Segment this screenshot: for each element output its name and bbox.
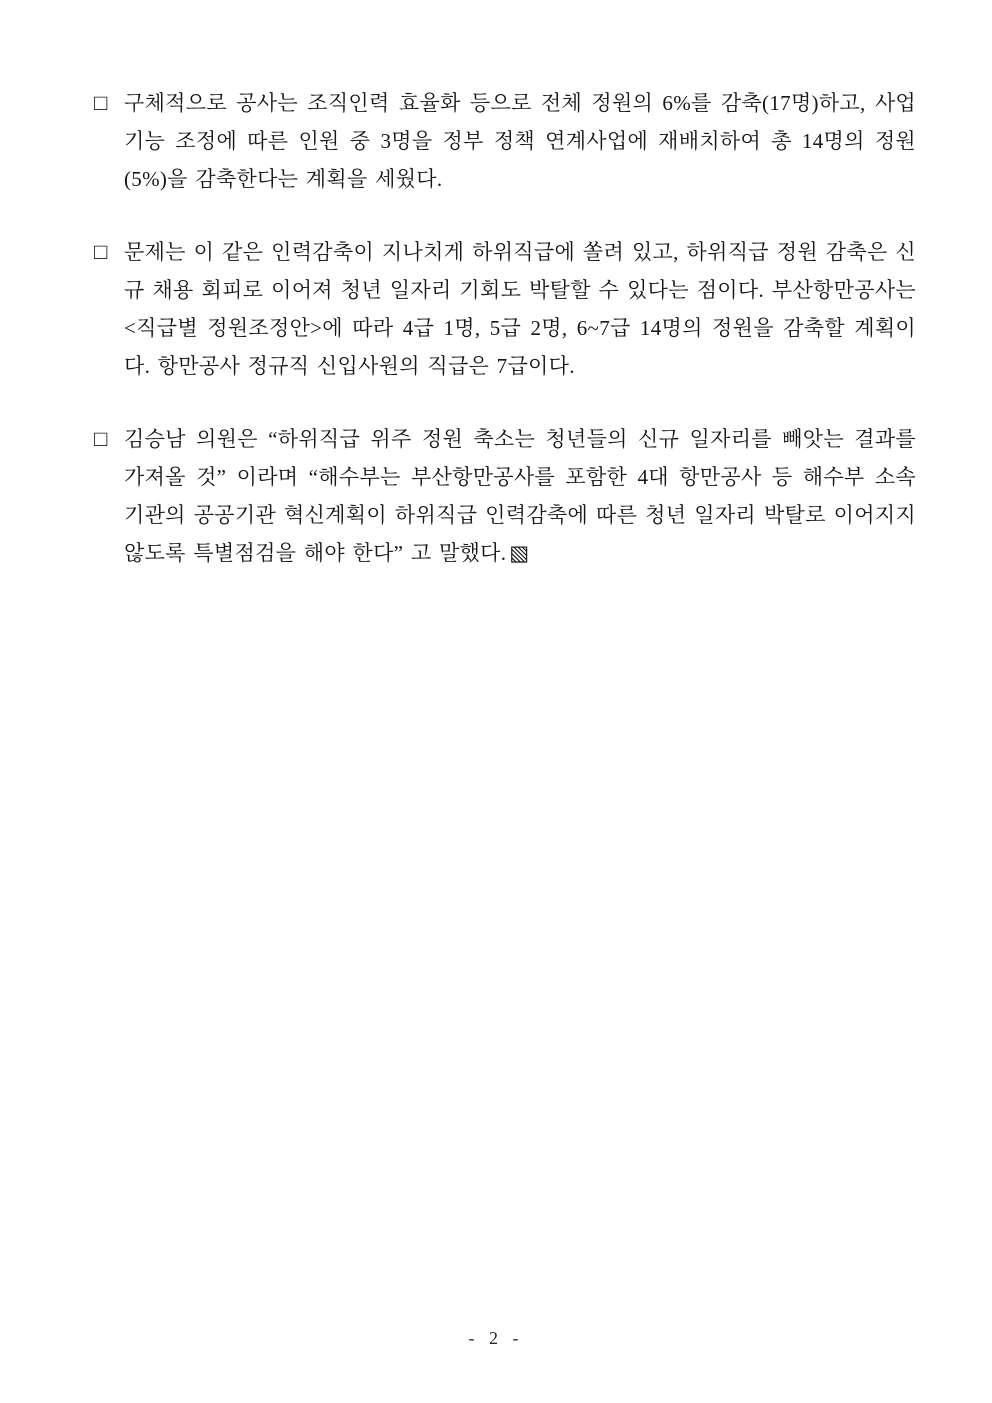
page-footer [0,1328,992,1349]
page-number: - 2 - [468,1328,524,1348]
document-end-mark-icon: ▧ [509,541,530,565]
paragraph-1 [94,84,916,198]
paragraph-2-text: 문제는 이 같은 인력감축이 지나치게 하위직급에 쏠려 있고, 하위직급 정원 감축은 신규 채용 회피로 이어져 청년 일자리 기회도 박탈할 수 있다는 점이다. 부산항만공사는 <직급별 정원조정안>에 따라 4급 1명, 5급 2명, 6~7급 14명의 정원을 감축할 계획이다. 항만공사 정규직 신입사원의 직급은 7급이다. [124,240,916,378]
paragraph-1-text: 구체적으로 공사는 조직인력 효율화 등으로 전체 정원의 6%를 감축(17명)하고, 사업기능 조정에 따른 인원 중 3명을 정부 정책 연계사업에 재배치하여 총 14명의 정원(5%)을 감축한다는 계획을 세웠다. [124,91,916,191]
square-bullet-icon: □ [94,239,108,264]
paragraph-3 [94,420,916,572]
paragraph-3-text: 김승남 의원은 “하위직급 위주 정원 축소는 청년들의 신규 일자리를 빼앗는 결과를 가져올 것” 이라며 “해수부는 부산항만공사를 포함한 4대 항만공사 등 해수부 소속 기관의 공공기관 혁신계획이 하위직급 인력감축에 따른 청년 일자리 박탈로 이어지지 않도록 특별점검을 해야 한다” 고 말했다. [124,427,916,565]
paragraph-2 [94,233,916,385]
square-bullet-icon: □ [94,426,108,451]
square-bullet-icon: □ [94,90,108,115]
document-body [94,84,916,607]
